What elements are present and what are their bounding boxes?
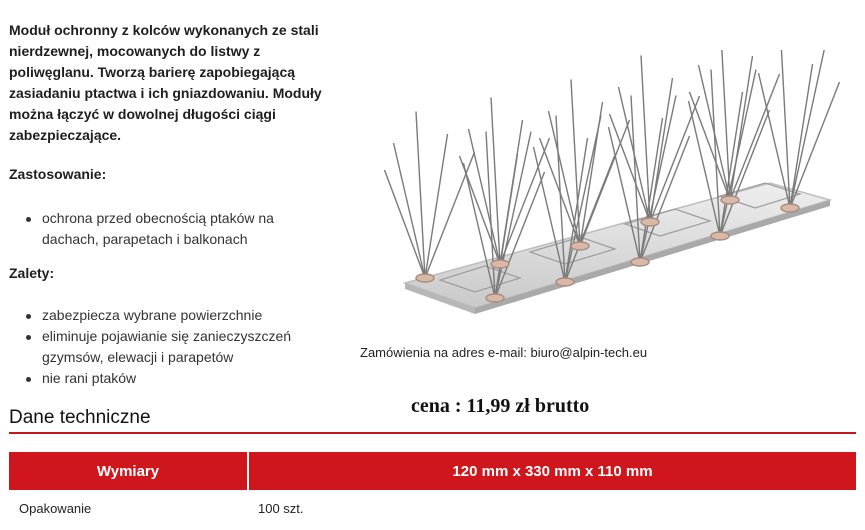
spike-line (460, 156, 501, 264)
spike-line (790, 82, 840, 208)
spike-base (486, 294, 504, 302)
spike-base (556, 278, 574, 286)
spike-line (580, 102, 603, 246)
spike-line (619, 87, 651, 222)
spike-line (730, 74, 780, 200)
spike-line (416, 112, 425, 279)
spike-line (394, 143, 426, 278)
bullet-icon (26, 217, 31, 222)
usage-list (0, 208, 330, 250)
list-item: zabezpiecza wybrane powierzchnie (0, 305, 330, 326)
spike-base (721, 196, 739, 204)
order-contact-text: Zamówienia na adres e-mail: biuro@alpin-tech.eu (360, 345, 648, 360)
list-item: ochrona przed obecnością ptaków na dachach, parapetach i balkonach (0, 208, 330, 250)
spike-line (790, 64, 813, 208)
spike-line (610, 114, 651, 222)
usage-heading: Zastosowanie: (9, 166, 107, 182)
specs-table (9, 452, 856, 526)
spike-line (385, 170, 426, 278)
spike-line (425, 134, 448, 278)
spike-line (730, 56, 753, 200)
specs-header-value: 120 mm x 330 mm x 110 mm (248, 452, 856, 490)
list-item: eliminuje pojawianie się zanieczyszczeń gzymsów, elewacji i parapetów (0, 326, 330, 368)
spike-line (469, 129, 501, 264)
spike-line (650, 78, 673, 222)
product-description: Moduł ochronny z kolców wykonanych ze stali nierdzewnej, mocowanych do listwy z poliwęglanu. Tworzą barierę zapobiegającą zasiadaniu ptactwa i ich gniazdowaniu. Moduły można łączyć w dowolnej długości ciągi zabezpieczające. (9, 22, 322, 143)
spike-base (641, 218, 659, 226)
specs-header-label: Wymiary (9, 452, 248, 490)
spike-line (571, 80, 580, 247)
list-item: nie rani ptaków (0, 368, 330, 389)
specs-header-row (9, 452, 856, 490)
spike-base (491, 260, 509, 268)
price-label: cena : 11,99 zł brutto (411, 395, 590, 417)
tech-data-heading: Dane techniczne (9, 407, 151, 428)
spike-line (641, 56, 650, 223)
spike-base (781, 204, 799, 212)
heading-divider (9, 432, 856, 434)
table-row (9, 490, 856, 526)
spike-base (571, 242, 589, 250)
spike-line (500, 120, 523, 264)
bullet-icon (26, 335, 31, 340)
specs-cell-label: Opakowanie (19, 500, 92, 516)
spike-line (781, 50, 790, 208)
bullet-icon (26, 377, 31, 382)
spike-line (721, 50, 730, 200)
specs-cell-value: 100 szt. (258, 500, 304, 516)
bullet-icon (26, 314, 31, 319)
spike-line (699, 65, 731, 200)
spike-line (549, 111, 581, 246)
bird-spike-product-image (380, 50, 840, 340)
advantages-heading: Zalety: (9, 265, 55, 281)
spike-base (631, 258, 649, 266)
spike-line (540, 138, 581, 246)
spike-base (416, 274, 434, 282)
spike-base (711, 232, 729, 240)
spike-line (425, 152, 475, 278)
spike-line (690, 92, 731, 200)
advantages-list (0, 305, 330, 389)
